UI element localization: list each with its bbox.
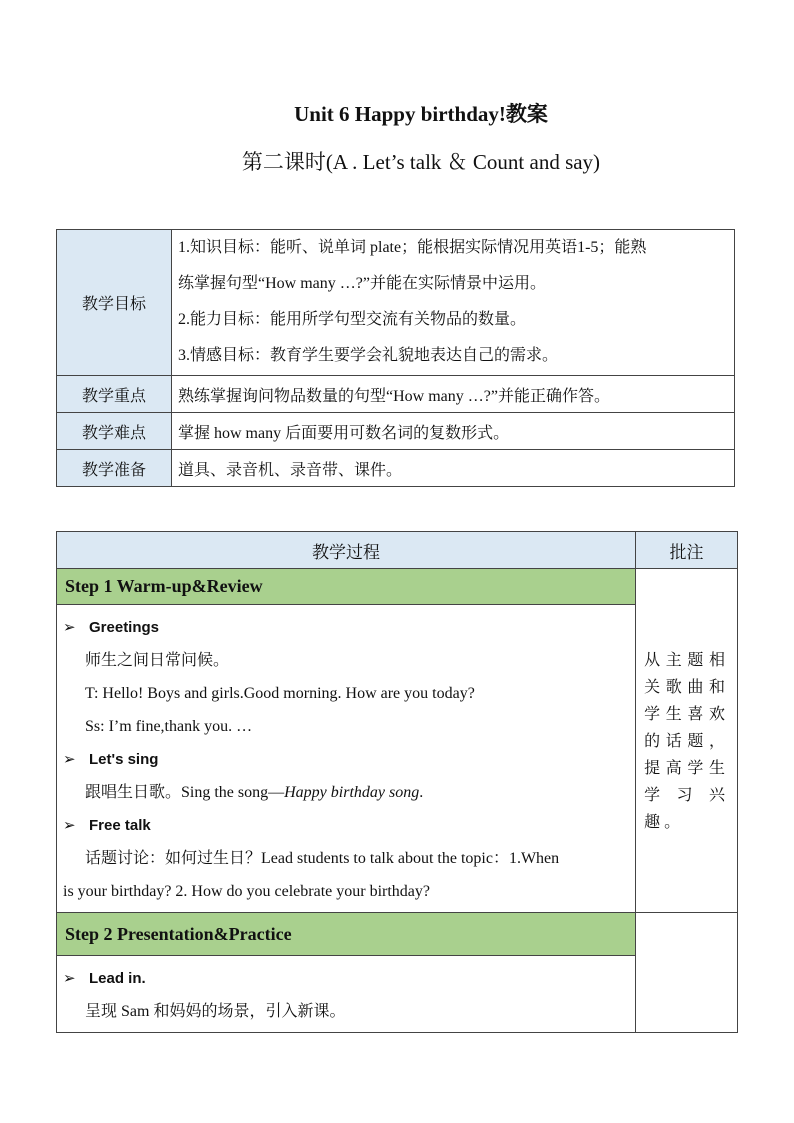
bullet-arrow-icon: ➢ [63,751,76,768]
sing-end: . [419,784,424,801]
process-header: 教学过程 [57,532,636,569]
bullet-arrow-icon: ➢ [63,970,76,987]
preparation-row [57,450,735,487]
goal-line-3: 2.能力目标：能用所学句型交流有关物品的数量。 [178,311,527,328]
sing-label: Let's sing [89,751,159,768]
difficulty-value: 掌握 how many 后面要用可数名词的复数形式。 [172,413,735,450]
free-talk-bullet [63,809,629,842]
step1-note: 从主题相关歌曲和学生喜欢的话题，提高学生学习兴趣。 [636,569,738,913]
lead-in-bullet [63,962,629,995]
greetings-line: T: Hello! Boys and girls.Good morning. How are you today? [85,685,475,702]
step1-content-row [57,605,738,913]
free-talk-line: is your birthday? 2. How do you celebrate your birthday? [63,883,431,900]
step2-content [57,956,636,1033]
goal-line-1: 1.知识目标：能听、说单词 plate；能根据实际情况用英语1-5；能熟 [178,239,647,256]
song-title: Happy birthday song [284,784,420,801]
note-header: 批注 [636,532,738,569]
bullet-arrow-icon: ➢ [63,817,76,834]
goal-line-4: 3.情感目标：教育学生要学会礼貌地表达自己的需求。 [178,347,559,364]
free-talk-label: Free talk [89,817,151,834]
goals-row [57,230,735,376]
step1-content [57,605,636,913]
preparation-label: 教学准备 [57,450,172,487]
lead-in-line: 呈现 Sam 和妈妈的场景，引入新课。 [85,1003,346,1020]
key-point-row [57,376,735,413]
lead-in-label: Lead in. [89,970,146,987]
difficulty-row [57,413,735,450]
step1-title: Step 1 Warm-up&Review [57,569,636,605]
step1-title-row [57,569,738,605]
teaching-process-table [56,531,738,1033]
free-talk-line: 话题讨论：如何过生日？Lead students to talk about the topic：1.When [85,850,560,867]
sing-text: 跟唱生日歌。Sing the song— [85,784,285,801]
step2-content-row [57,956,738,1033]
document-subtitle: 第二课时(A . Let’s talk ＆ Count and say) [241,150,601,174]
step2-note [636,913,738,1033]
preparation-value: 道具、录音机、录音带、课件。 [172,450,735,487]
greetings-line: Ss: I’m fine,thank you. … [85,718,253,735]
greetings-bullet [63,611,629,644]
sing-bullet [63,743,629,776]
key-point-label: 教学重点 [57,376,172,413]
document-title: Unit 6 Happy birthday!教案 [294,102,548,126]
goals-label: 教学目标 [57,230,172,376]
goals-cell [172,230,735,376]
step2-title: Step 2 Presentation&Practice [57,913,636,956]
greetings-label: Greetings [89,619,160,636]
lesson-info-table [56,229,735,487]
process-header-row [57,532,738,569]
difficulty-label: 教学难点 [57,413,172,450]
bullet-arrow-icon: ➢ [63,619,76,636]
key-point-value: 熟练掌握询问物品数量的句型“How many …?”并能正确作答。 [172,376,735,413]
goal-line-2: 练掌握句型“How many …?”并能在实际情景中运用。 [178,275,546,292]
greetings-line: 师生之间日常问候。 [85,652,230,669]
sing-line [63,776,629,809]
step2-title-row [57,913,738,956]
